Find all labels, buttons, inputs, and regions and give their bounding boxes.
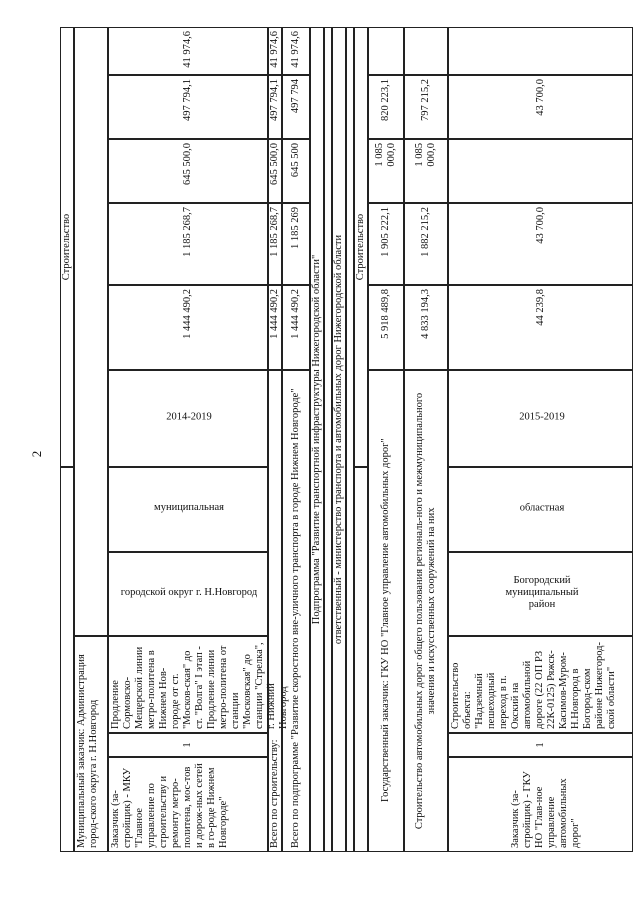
total-construction-value-1-text: 1 444 490,2 [269, 289, 280, 339]
total-construction-value-4-text: 497 794,1 [269, 79, 280, 121]
total-subprogram-value-2-text: 1 185 269 [290, 207, 301, 249]
section1-value-4 [108, 75, 268, 139]
section1-object [108, 636, 289, 733]
page-number: 2 [29, 450, 44, 458]
section1-value-3-text: 645 500,0 [182, 143, 193, 185]
state-customer-value-2-text: 1 905 222,1 [380, 207, 391, 257]
regional-roads-label-text: Строительство автомобильных дорог общего пользования региональ-ного и межмуниципального значения и искусственных сооружений на них [414, 392, 437, 830]
section2-value-5 [448, 27, 633, 75]
header2-blank-left [354, 467, 368, 852]
section2-customer-text: Заказчик (за-стройщик) - ГКУ НО "Глав-ное управление автомобильных дорог" [510, 771, 581, 848]
header2-construction [354, 27, 368, 467]
total-subprogram-value-1 [282, 285, 310, 370]
section2-value-1-text: 44 239,8 [534, 289, 546, 326]
regional-roads-label [404, 370, 448, 852]
section2-years [448, 370, 633, 467]
header2-construction-text: Строительство [355, 213, 366, 281]
state-customer-value-4 [368, 75, 404, 139]
municipal-customer-text: Муниципальный заказчик: Администрация город-ского округа г. Н.Новгород [76, 654, 99, 848]
section2-ownership [448, 467, 633, 552]
section2-value-4-text: 43 700,0 [534, 79, 546, 116]
section1-territory-text: городской округ г. Н.Новгород [120, 586, 258, 598]
state-customer-label [368, 370, 404, 852]
total-construction-value-4 [268, 75, 282, 139]
section1-value-5-text: 41 974,6 [182, 31, 193, 68]
regional-roads-value-1-text: 4 833 194,3 [420, 289, 431, 339]
section1-customer [108, 757, 268, 852]
responsible-row [332, 27, 346, 852]
responsible-text: ответственный - министерство транспорта и автомобильных дорог Нижегородской области [333, 234, 344, 645]
regional-roads-value-1 [404, 285, 448, 370]
total-subprogram-value-3 [282, 139, 310, 203]
municipal-customer-row [74, 636, 108, 852]
section2-row-no [448, 733, 633, 757]
regional-roads-value-2-text: 1 882 215,2 [420, 207, 431, 257]
program-table [60, 27, 633, 852]
total-subprogram-value-3-text: 645 500 [290, 143, 301, 178]
section1-ownership-text: муниципальная [154, 502, 224, 514]
section1-value-5 [108, 27, 268, 75]
section2-territory-text: Богородский муниципальный район [504, 575, 579, 610]
total-construction-value-2-text: 1 185 268,7 [269, 207, 280, 257]
regional-roads-value-2 [404, 203, 448, 285]
regional-roads-value-4-text: 797 215,2 [420, 79, 431, 121]
blank-row-1 [324, 27, 332, 852]
section2-row-no-text: 1 [534, 742, 546, 748]
total-construction-label [268, 370, 282, 852]
total-construction-label-text: Всего по строительству: [269, 739, 280, 848]
state-customer-value-3 [368, 139, 404, 203]
regional-roads-value-3 [404, 139, 448, 203]
section2-customer [448, 757, 633, 852]
total-construction-value-5 [268, 27, 282, 75]
section2-years-text: 2015-2019 [518, 411, 565, 423]
section2-territory [448, 552, 633, 636]
section2-value-1 [448, 285, 633, 370]
state-customer-value-3-text: 1 085 000,0 [374, 143, 397, 167]
section1-object-text: Продление Сормовско-Мещерской линии метро-политена в Нижнем Нов-городе от ст. "Москов-ская" до ст. "Волга" I этап - Продление линии метро-политена от станции "Московская" до станции "Стрелка", г. Нижний Новгород [110, 642, 289, 729]
section1-value-2 [108, 203, 268, 285]
total-construction-value-3 [268, 139, 282, 203]
header-construction [60, 27, 74, 467]
regional-roads-value-4 [404, 75, 448, 139]
section1-years [108, 370, 268, 467]
total-subprogram-value-4-text: 497 794 [290, 79, 301, 114]
header-construction-text: Строительство [61, 213, 72, 281]
section1-value-4-text: 497 794,1 [182, 79, 193, 121]
total-subprogram-value-5-text: 41 974,6 [290, 31, 301, 68]
state-customer-value-2 [368, 203, 404, 285]
blank-row-2 [346, 27, 354, 852]
total-construction-value-1 [268, 285, 282, 370]
header-blank-left [60, 467, 74, 852]
section2-object-text: Строительство объекта: "Надземный пешеходный переход в п. Окский на автомобильной дороге (22 ОП РЗ 22К-0125) Ряжск-Касимов-Муром-Н.Новгород в Богород-ском районе Нижегород-ской области" [450, 642, 617, 729]
section1-row-no [108, 733, 268, 757]
section1-value-2-text: 1 185 268,7 [182, 207, 193, 257]
subprogram-title [310, 27, 324, 852]
section2-value-3 [448, 139, 633, 203]
section1-row-no-text: 1 [182, 742, 193, 748]
section1-customer-text: Заказчик (за-стройщик) - МКУ "Главное управление по строительству и ремонту метро-политена, мос-тов и дорож-ных сетей в го-роде Нижнем Новгороде" [110, 763, 229, 848]
section2-value-4 [448, 75, 633, 139]
subprogram-title-text: Подпрограмма "Развитие транспортной инфраструктуры Нижегородской области" [311, 254, 322, 625]
regional-roads-value-5 [404, 27, 448, 75]
section2-value-2-text: 43 700,0 [534, 207, 546, 244]
total-construction-value-2 [268, 203, 282, 285]
total-subprogram-value-4 [282, 75, 310, 139]
section1-value-1-text: 1 444 490,2 [182, 289, 193, 339]
total-construction-value-5-text: 41 974,6 [269, 31, 280, 68]
section1-value-1 [108, 285, 268, 370]
total-subprogram-value-1-text: 1 444 490,2 [290, 289, 301, 339]
total-subprogram-value-2 [282, 203, 310, 285]
section1-value-3 [108, 139, 268, 203]
section1-years-text: 2014-2019 [166, 411, 212, 423]
state-customer-value-1 [368, 285, 404, 370]
section1-ownership [108, 467, 268, 552]
state-customer-value-4-text: 820 223,1 [380, 79, 391, 121]
state-customer-value-1-text: 5 918 489,8 [380, 289, 391, 339]
total-subprogram-label [282, 370, 310, 852]
section1-territory [108, 552, 268, 636]
state-customer-label-text: Государственный заказчик: ГКУ НО "Главное управление автомобильных дорог" [380, 438, 391, 802]
total-subprogram-value-5 [282, 27, 310, 75]
municipal-customer-spacer [74, 27, 108, 636]
regional-roads-value-3-text: 1 085 000,0 [414, 143, 437, 167]
section2-ownership-text: областная [519, 502, 564, 514]
total-subprogram-label-text: Всего по подпрограмме "Развитие скоростного вне-уличного транспорта в городе Нижнем Новгороде" [290, 388, 301, 848]
state-customer-value-5 [368, 27, 404, 75]
section2-object [448, 636, 633, 733]
total-construction-value-3-text: 645 500,0 [269, 143, 280, 185]
section2-value-2 [448, 203, 633, 285]
